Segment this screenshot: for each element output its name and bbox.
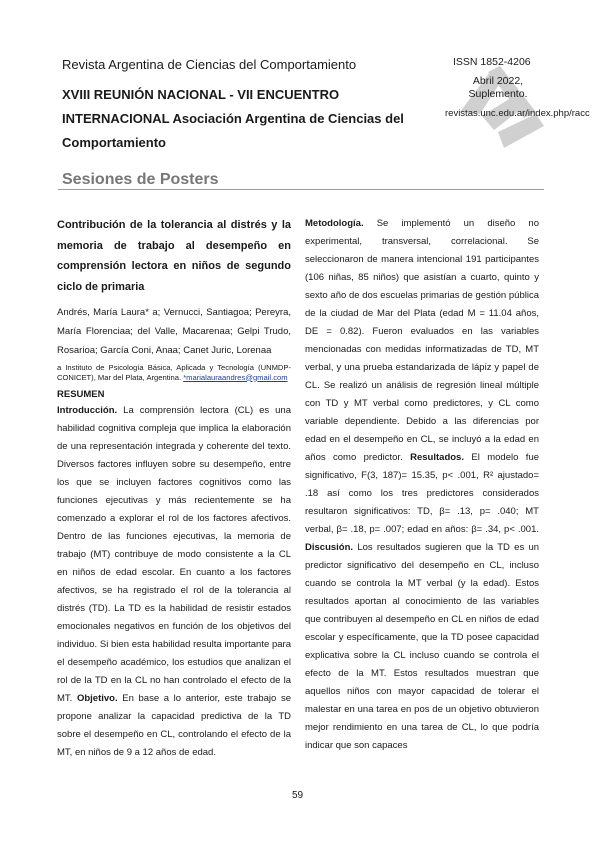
discussion-text: Los resultados sugieren que la TD es un predictor significativo del desempeño en CL, incluso cuando se controla la MT verbal (y la edad). Estos resultados aportan al conocimiento de las variables que contribuyen al desempeño en CL en niños de edad escolar y específicamente, que la TD posee capacidad explicativa sobre la CL incluso cuando se controla el efecto de la MT. Estos resultados muestran que aquellos niños con mayor capacidad de tolerar el malestar en una tarea en pos de un objetivo obtuvieron mejor rendimiento en una tarea de CL, lo que podría indicar que son capaces [305, 542, 540, 751]
section-title: Sesiones de Posters [62, 171, 219, 188]
issue-date: Abril 2022, Suplemento. [468, 75, 528, 100]
results-text: El modelo fue significativo, F(3, 187)= 15.35, p< .001, R² ajustado= .18 así como los tres predictores considerados resultaron significativos: TD, β= .13, p= .040; MT verbal, β= .18, p= .007; edad en años: β= .34, p< .001. [305, 452, 540, 535]
author-list: Andrés, María Laura* a; Vernucci, Santiagoa; Pereyra, María Florenciaa; del Valle, Macarenaa; Gelpi Trudo, Rosarioa; García Coni, Anaa; Canet Juric, Lorenaa [57, 307, 291, 356]
abstract-body-left [57, 402, 291, 762]
page-number: 59 [291, 790, 304, 801]
methodology-label: Metodología. [305, 218, 364, 229]
results-label: Resultados. [410, 452, 464, 463]
affiliation-text: a Instituto de Psicología Básica, Aplicada y Tecnología (UNMDP-CONICET), Mar del Plata, Argentina. [57, 363, 291, 382]
left-column [57, 215, 291, 762]
discussion-label: Discusión. [305, 542, 354, 553]
meeting-title: XVIII REUNIÓN NACIONAL - VII ENCUENTRO INTERNACIONAL Asociación Argentina de Ciencias del Comportamiento [62, 87, 404, 150]
methodology-text: Se implementó un diseño no experimental, transversal, correlacional. Se seleccionaron de manera intencional 191 participantes (106 niñas, 85 niños) que asistían a cuarto, quinto y sexto año de dos escuelas primarias de gestión pública de la ciudad de Mar del Plata (edad M = 11.04 años, DE = 0.82). Fueron evaluados en las variables mencionadas con medidas informatizadas de TD, MT verbal, y una prueba estandarizada de lápiz y papel de CL. Se realizó un análisis de regresión lineal múltiple con TD y MT verbal como predictores, y CL como variable dependiente. Debido a las diferencias por edad en el desempeño en CL, se incluyó a la edad en años como predictor. [305, 218, 540, 463]
issn: ISSN 1852-4206 [453, 56, 531, 68]
journal-name: Revista Argentina de Ciencias del Comportamiento [62, 57, 357, 72]
affiliation [57, 363, 291, 382]
objective-text: En base a lo anterior, este trabajo se propone analizar la capacidad predictiva de la TD sobre el desempeño en CL, controlando el efecto de la MT, en niños de 9 a 12 años de edad. [57, 693, 291, 758]
right-column [305, 215, 539, 755]
abstract-body-right [305, 215, 539, 755]
abstract-heading: RESUMEN [57, 389, 105, 400]
intro-label: Introducción. [57, 405, 118, 416]
journal-website[interactable]: revistas.unc.edu.ar/index.php/racc [445, 108, 590, 119]
section-divider [58, 189, 544, 190]
objective-label: Objetivo. [76, 693, 118, 704]
article-title: Contribución de la tolerancia al distrés y la memoria de trabajo al desempeño en comprensión lectora en niños de segundo ciclo de primaria [57, 219, 291, 293]
contact-email[interactable]: *marialauraandres@gmail.com [183, 372, 288, 382]
intro-text: La comprensión lectora (CL) es una habilidad cognitiva compleja que implica la elaboración de una representación integrada y coherente del texto. Diversos factores influyen sobre su desempeño, entre los que se incluyen factores cognitivos como las funciones ejecutivas y más recientemente se ha comenzado a explorar el rol de los factores afectivos. Dentro de las funciones ejecutivas, la memoria de trabajo (MT) contribuye de modo consistente a la CL en niños de edad escolar. En cuanto a los factores afectivos, se ha registrado el rol de la tolerancia al distrés (TD). La TD es la habilidad de resistir estados emocionales negativos en función de los objetivos del individuo. Si bien esta habilidad resulta importante para el desempeño académico, los estudios que analizan el rol de la TD en la CL no han controlado el efecto de la MT. [57, 405, 291, 704]
